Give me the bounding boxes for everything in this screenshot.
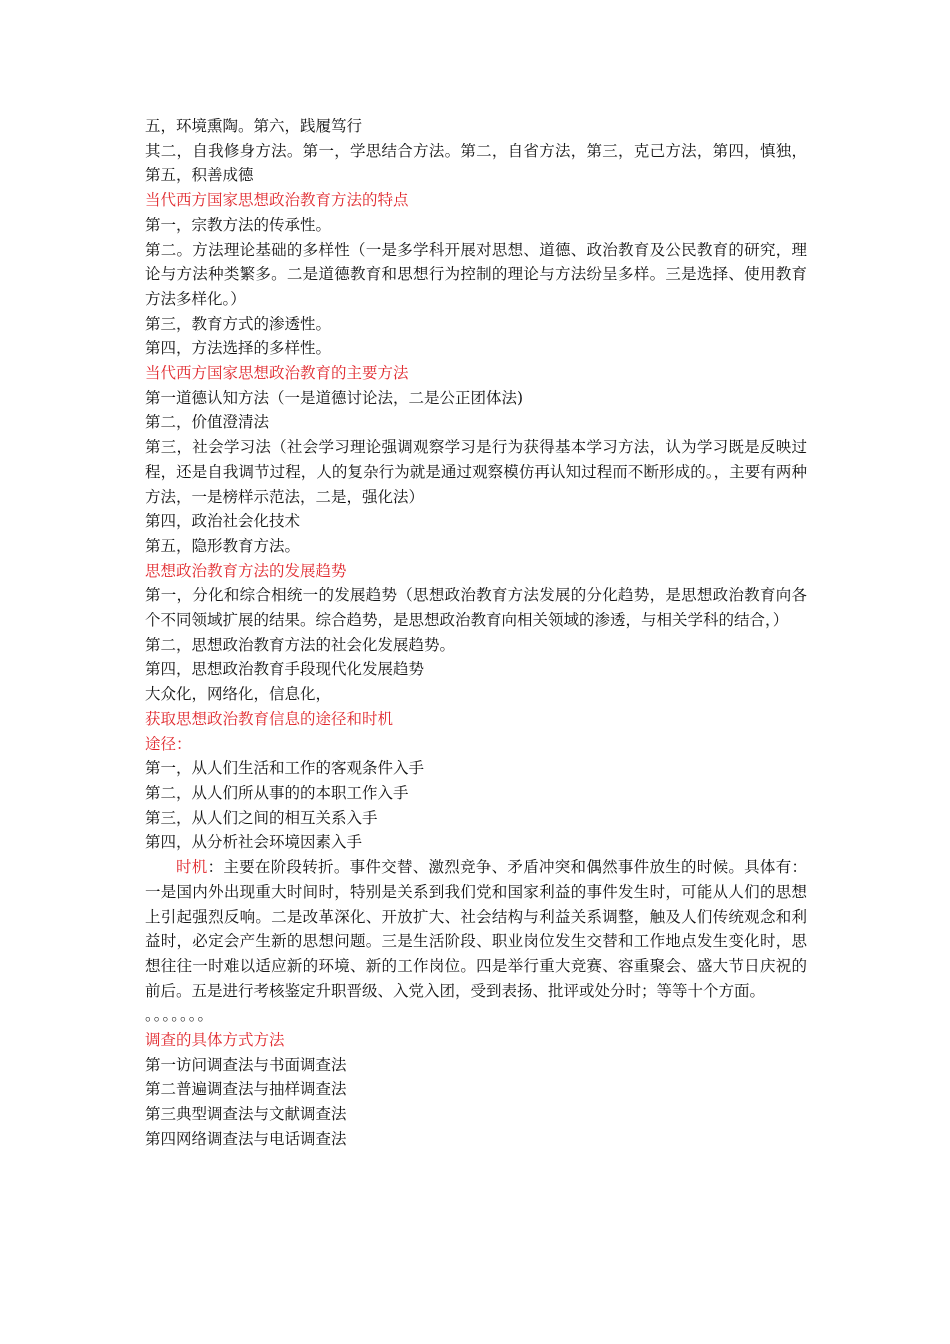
text-line: 第四，从分析社会环境因素入手 [145,833,363,852]
text-paragraph: 第一，分化和综合相统一的发展趋势（思想政治教育方法发展的分化趋势，是思想政治教育向各个不同领域扩展的结果。综合趋势，是思想政治教育向相关领域的渗透，与相关学科的结合，） [145,586,807,630]
text-line: 第三，教育方式的渗透性。 [145,314,332,333]
ellipsis-dots: 。。。。。。。 [145,1006,215,1025]
document-page [145,114,807,1152]
text-line: 第三典型调查法与文献调查法 [145,1105,347,1124]
timing-paragraph [145,855,807,1003]
text-line: 第一道德认知方法（一是道德讨论法，二是公正团体法) [145,388,524,407]
text-line: 第四，思想政治教育手段现代化发展趋势 [145,660,425,679]
text-line: 第五，隐形教育方法。 [145,536,301,555]
text-paragraph: 其二，自我修身方法。第一，学思结合方法。第二，自省方法，第三，克己方法，第四，慎独，第五，积善成德 [145,141,807,185]
text-line: 第一访问调查法与书面调查法 [145,1055,347,1074]
timing-text: ：主要在阶段转折。事件交替、激烈竞争、矛盾冲突和偶然事件放生的时候。具体有：一是国内外出现重大时间时，特别是关系到我们党和国家利益的事件发生时，可能从人们的思想上引起强烈反响。二是改革深化、开放扩大、社会结构与利益关系调整，触及人们传统观念和利益时，必定会产生新的思想问题。三是生活阶段、职业岗位发生交替和工作地点发生变化时，思想往往一时难以适应新的环境、新的工作岗位。四是举行重大竞赛、容重聚会、盛大节日庆祝的前后。五是进行考核鉴定升职晋级、入党入团，受到表扬、批评或处分时；等等十个方面。 [145,858,807,1000]
text-line: 第一，从人们生活和工作的客观条件入手 [145,759,425,778]
subsection-heading: 途径： [145,734,192,753]
section-heading: 当代西方国家思想政治教育的主要方法 [145,364,409,383]
text-line: 第四，方法选择的多样性。 [145,339,332,358]
text-line: 第二，从人们所从事的的本职工作入手 [145,783,409,802]
text-paragraph: 第二。方法理论基础的多样性（一是多学科开展对思想、道德、政治教育及公民教育的研究，理论与方法种类繁多。二是道德教育和思想行为控制的理论与方法纷呈多样。三是选择、使用教育方法多样化。） [145,240,807,308]
section-heading: 获取思想政治教育信息的途径和时机 [145,709,394,728]
text-line: 第二，价值澄清法 [145,413,270,432]
text-paragraph: 第三，社会学习法（社会学习理论强调观察学习是行为获得基本学习方法，认为学习既是反映过程，还是自我调节过程，人的复杂行为就是通过观察模仿再认知过程而不断形成的。，主要有两种方法，一是榜样示范法，二是，强化法） [145,438,807,506]
text-line: 第二，思想政治教育方法的社会化发展趋势。 [145,635,456,654]
text-line: 第四，政治社会化技术 [145,512,301,531]
section-heading: 调查的具体方式方法 [145,1031,285,1050]
text-line: 第四网络调查法与电话调查法 [145,1129,347,1148]
timing-label: 时机 [176,858,208,877]
text-line: 五，环境熏陶。第六，践履笃行 [145,117,363,135]
text-line: 第二普遍调查法与抽样调查法 [145,1080,347,1099]
text-line: 第三，从人们之间的相互关系入手 [145,808,378,827]
section-heading: 当代西方国家思想政治教育方法的特点 [145,191,409,210]
text-line: 大众化，网络化，信息化， [145,685,332,704]
section-heading: 思想政治教育方法的发展趋势 [145,561,347,580]
text-line: 第一，宗教方法的传承性。 [145,215,332,234]
